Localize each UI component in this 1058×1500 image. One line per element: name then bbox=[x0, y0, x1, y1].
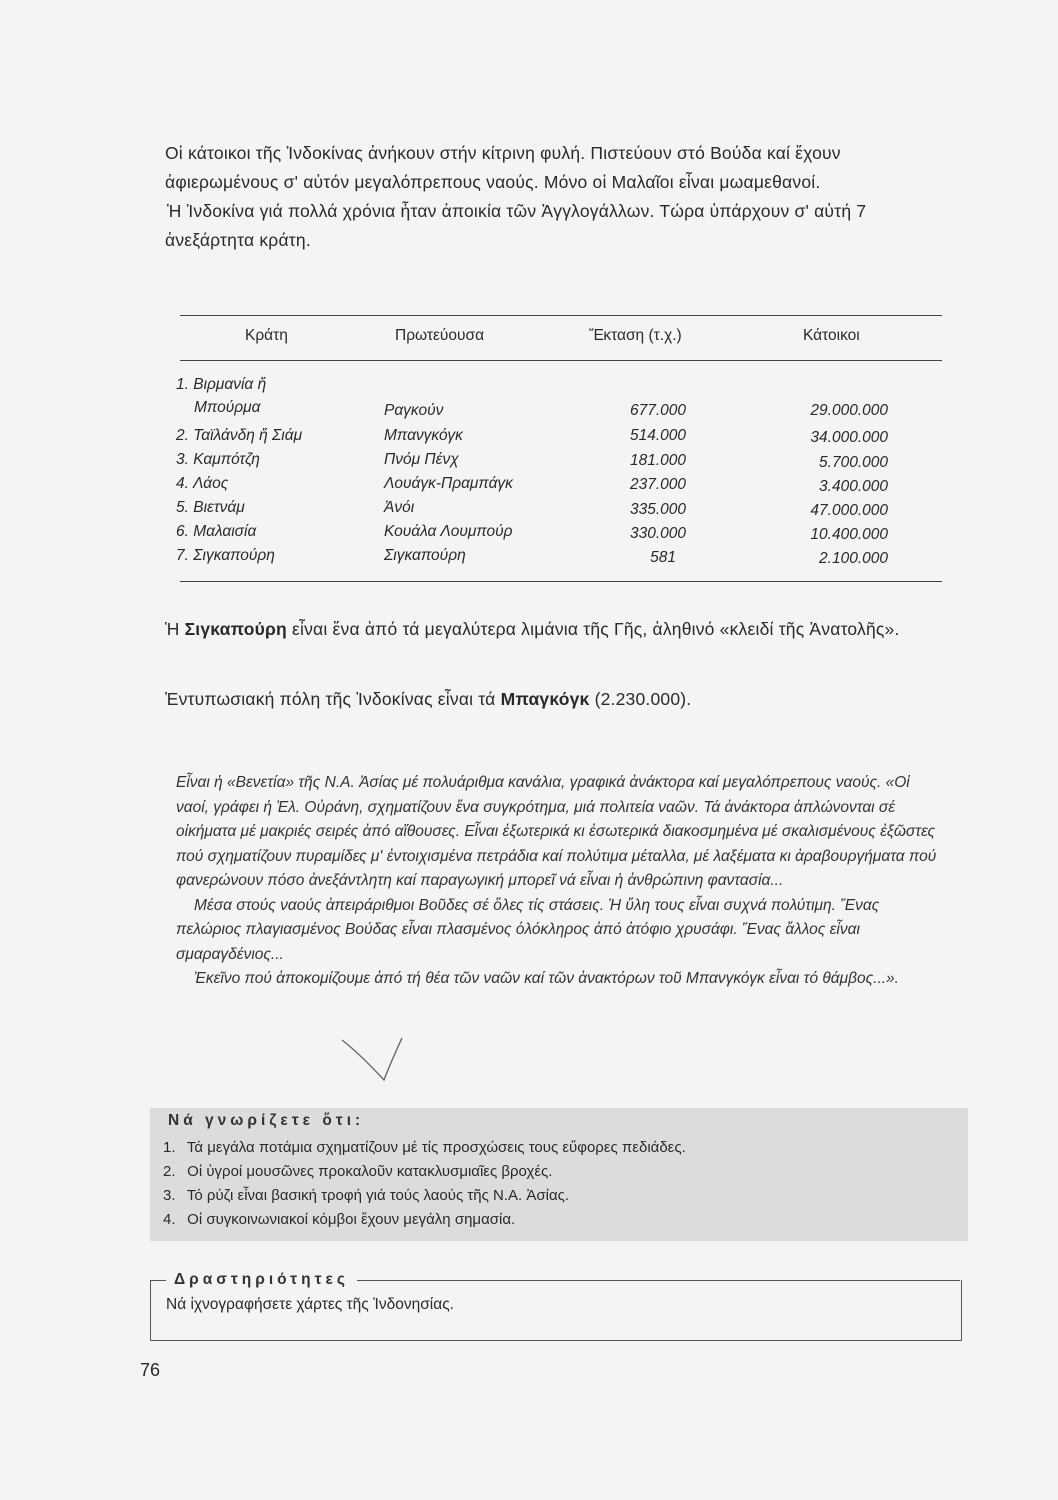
cell-population: 2.100.000 bbox=[819, 550, 888, 567]
list-item bbox=[163, 1136, 943, 1160]
cell-state: 5. Βιετνάμ bbox=[176, 499, 245, 516]
cell-population: 10.400.000 bbox=[810, 526, 888, 543]
cell-state: 6. Μαλαισία bbox=[176, 523, 257, 540]
facts-list bbox=[163, 1136, 943, 1232]
singapore-bold: Σιγκαπούρη bbox=[184, 619, 287, 639]
header-states: Κράτη bbox=[245, 327, 288, 344]
singapore-pre: Ἡ bbox=[165, 619, 185, 639]
cell-capital: Σιγκαπούρη bbox=[384, 547, 466, 564]
cell-state: 1. Βιρμανία ἤ bbox=[176, 376, 267, 393]
cell-area: 335.000 bbox=[629, 501, 686, 518]
cell-capital: Λουάγκ-Πραμπάγκ bbox=[384, 475, 513, 492]
item-number: 1. bbox=[163, 1139, 176, 1156]
cell-capital: Πνόμ Πένχ bbox=[384, 451, 459, 468]
activities-text: Νά ἰχνογραφήσετε χάρτες τῆς Ἰνδονησίας. bbox=[166, 1296, 454, 1313]
cell-population: 5.700.000 bbox=[819, 454, 888, 471]
cell-capital: Ραγκούν bbox=[384, 402, 444, 419]
item-text: Οἱ συγκοινωνιακοί κόμβοι ἔχουν μεγάλη σημασία. bbox=[187, 1211, 516, 1228]
cell-area: 237.000 bbox=[629, 476, 686, 493]
list-item bbox=[163, 1160, 943, 1184]
item-number: 3. bbox=[163, 1187, 176, 1204]
bangkok-post: (2.230.000). bbox=[589, 689, 692, 709]
table-header bbox=[165, 327, 955, 351]
activities-title: Δραστηριότητες bbox=[166, 1271, 357, 1289]
table-row bbox=[176, 373, 896, 420]
bangkok-paragraph bbox=[165, 685, 955, 714]
header-area: Ἔκταση (τ.χ.) bbox=[589, 327, 682, 344]
cell-area: 514.000 bbox=[629, 427, 686, 444]
singapore-paragraph bbox=[165, 615, 955, 644]
bangkok-quote bbox=[176, 771, 946, 992]
quote-paragraph-2: Μέσα στούς ναούς ἀπειράριθμοι Βοῦδες σέ ὅλες τίς στάσεις. Ἡ ὕλη τους εἶναι συχνά πολύτιμη. Ἕνας πελώριος πλαγιασμένος Βούδας εἶναι πλασμένος ὁλόκληρος ἀπό ἀτόφιο χρυσάφι. Ἕνας ἄλλος εἶναι σμαραγδένιος... bbox=[176, 896, 880, 963]
table-header-rule bbox=[180, 360, 942, 361]
facts-title: Νά γνωρίζετε ὅτι: bbox=[168, 1112, 365, 1129]
header-population: Κάτοικοι bbox=[803, 327, 860, 344]
table-row bbox=[176, 420, 896, 444]
cell-capital: Κουάλα Λουμπούρ bbox=[384, 523, 513, 540]
item-text: Τό ρύζι εἶναι βασική τροφή γιά τούς λαούς τῆς Ν.Α. Ἀσίας. bbox=[186, 1187, 570, 1204]
intro-text-1: Οἱ κάτοικοι τῆς Ἰνδοκίνας ἀνήκουν στήν κίτρινη φυλή. Πιστεύουν στό Βούδα καί ἔχουν ἀφιερωμένους σ' αὐτόν μεγαλόπρεπους ναούς. Μόνο οἱ Μαλαῖοι εἶναι μωαμεθανοί. bbox=[165, 143, 841, 192]
item-text: Τά μεγάλα ποτάμια σχηματίζουν μέ τίς προσχώσεις τους εὔφορες πεδιάδες. bbox=[186, 1139, 686, 1156]
bangkok-bold: Μπαγκόγκ bbox=[500, 689, 590, 709]
item-text: Οἱ ὑγροί μουσῶνες προκαλοῦν κατακλυσμιαῖες βροχές. bbox=[187, 1163, 553, 1180]
page-number: 76 bbox=[140, 1360, 161, 1380]
cell-population: 29.000.000 bbox=[810, 402, 888, 419]
cell-state-alt: Μπούρμα bbox=[194, 399, 261, 416]
table-row bbox=[176, 468, 896, 495]
cell-area: 677.000 bbox=[629, 402, 686, 419]
cell-area: 330.000 bbox=[629, 525, 686, 542]
table-row bbox=[176, 492, 896, 519]
item-number: 4. bbox=[163, 1211, 176, 1228]
handwritten-check-mark bbox=[340, 1034, 410, 1084]
cell-state: 7. Σιγκαπούρη bbox=[176, 547, 275, 564]
cell-population: 3.400.000 bbox=[819, 478, 888, 495]
list-item bbox=[163, 1184, 943, 1208]
table-row bbox=[176, 540, 896, 567]
header-capital: Πρωτεύουσα bbox=[395, 327, 485, 344]
intro-paragraph bbox=[165, 139, 955, 255]
intro-text-2: Ἡ Ἰνδοκίνα γιά πολλά χρόνια ἦταν ἀποικία τῶν Ἀγγλογάλλων. Τώρα ὑπάρχουν σ' αὐτή 7 ἀνεξάρτητα κράτη. bbox=[165, 201, 867, 250]
table-bottom-rule bbox=[180, 581, 942, 582]
singapore-post: εἶναι ἕνα ἀπό τά μεγαλύτερα λιμάνια τῆς Γῆς, ἀληθινό «κλειδί τῆς Ἀνατολῆς». bbox=[286, 619, 900, 639]
bangkok-pre: Ἐντυπωσιακή πόλη τῆς Ἰνδοκίνας εἶναι τά bbox=[165, 689, 501, 709]
cell-state: 3. Καμπότζη bbox=[176, 451, 260, 468]
cell-state: 4. Λάος bbox=[176, 475, 229, 492]
cell-capital: Ἀνόι bbox=[384, 499, 415, 516]
cell-population: 47.000.000 bbox=[810, 502, 888, 519]
cell-area: 181.000 bbox=[629, 452, 686, 469]
cell-area: 581 bbox=[650, 549, 676, 566]
quote-paragraph-3: Ἐκεῖνο πού ἀποκομίζουμε ἀπό τή θέα τῶν ναῶν καί τῶν ἀνακτόρων τοῦ Μπανγκόγκ εἶναι τό θάμβος...». bbox=[194, 970, 899, 987]
table-row bbox=[176, 516, 896, 543]
cell-state: 2. Ταϊλάνδη ἤ Σιάμ bbox=[176, 427, 303, 444]
list-item bbox=[163, 1208, 943, 1232]
cell-capital: Μπανγκόγκ bbox=[384, 427, 463, 444]
table-row bbox=[176, 444, 896, 471]
item-number: 2. bbox=[163, 1163, 176, 1180]
quote-paragraph-1: Εἶναι ἡ «Βενετία» τῆς Ν.Α. Ἀσίας μέ πολυάριθμα κανάλια, γραφικά ἀνάκτορα καί μεγαλόπρεπους ναούς. «Οἱ ναοί, γράφει ἡ Ἐλ. Οὐράνη, σχηματίζουν ἕνα συγκρότημα, μιά πολιτεία ναῶν. Τά ἀνάκτορα ἁπλώνονται σέ οἰκήματα μέ μακριές σειρές ἀπό αἴθουσες. Εἶναι ἐξωτερικά κι ἐσωτερικά διακοσμημένα μέ σκαλισμένους ἐξῶστες πού σχηματίζουν πυραμίδες μ' ἐντοιχισμένα πετράδια καί πολύτιμα μέταλλα, μέ λαξέματα κι ἀραβουργήματα πού φανερώνουν πόσο ἀνεξάντλητη καί παραγωγική μπορεῖ νά εἶναι ἡ ἀνθρώπινη φαντασία... bbox=[176, 774, 937, 889]
cell-population: 34.000.000 bbox=[810, 429, 888, 446]
states-table bbox=[176, 373, 896, 567]
table-top-rule bbox=[180, 315, 942, 316]
